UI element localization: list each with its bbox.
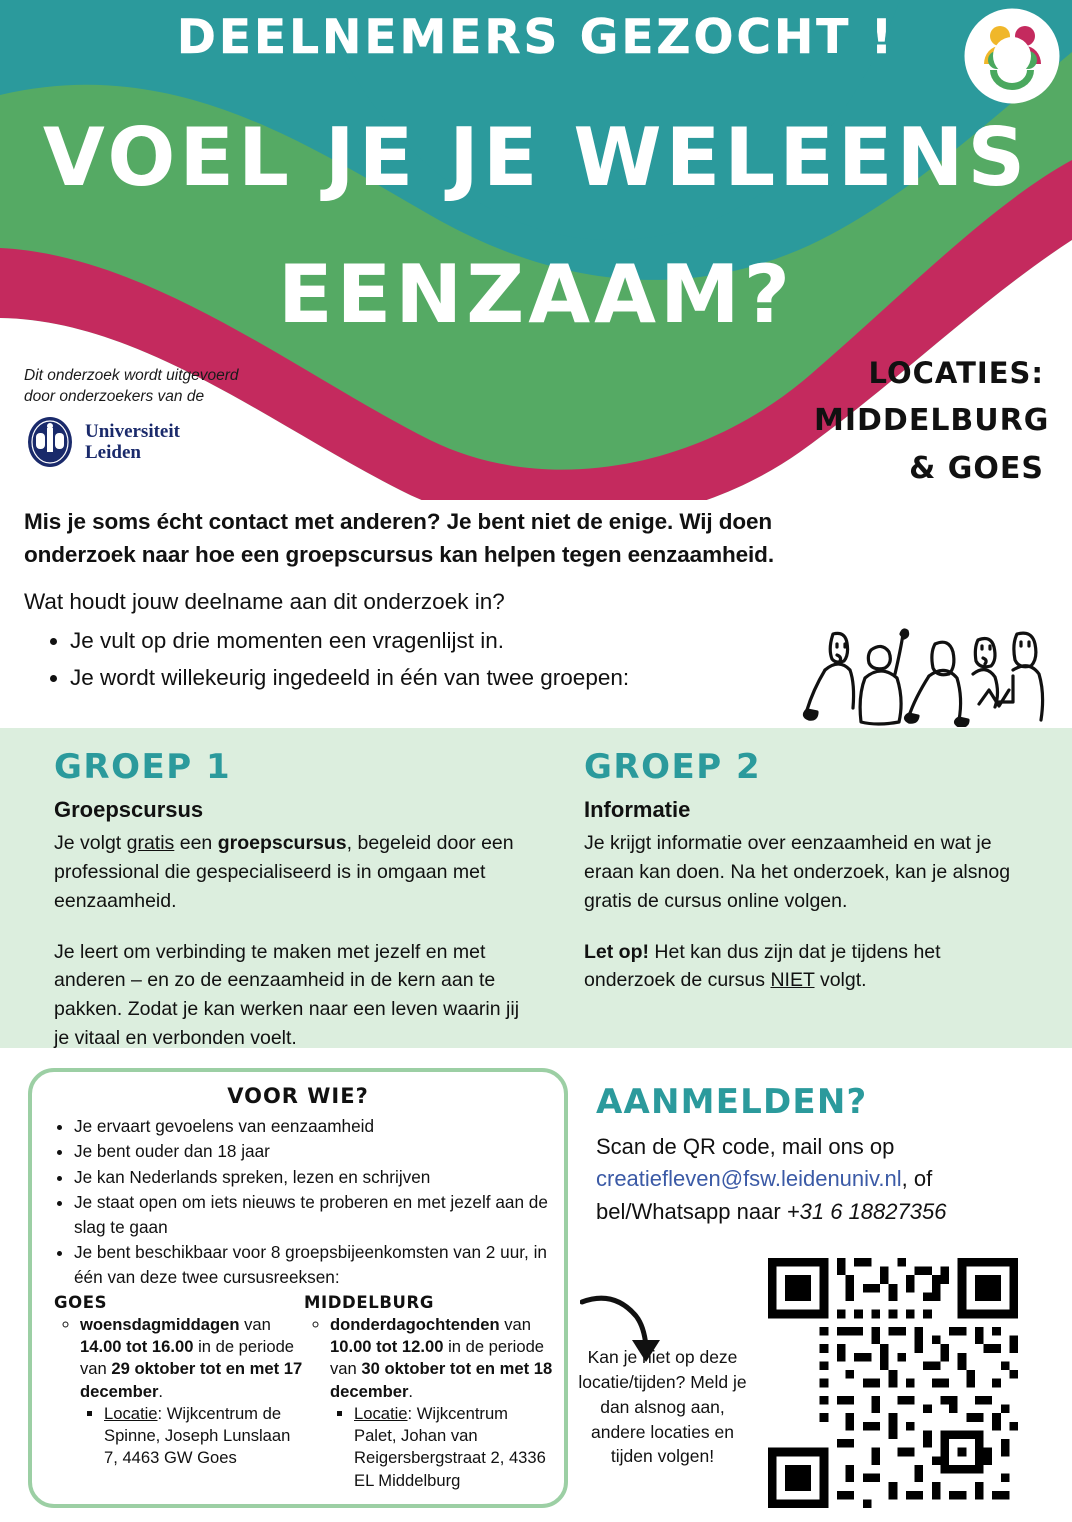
intro-question: Wat houdt jouw deelname aan dit onderzoek in?	[24, 588, 505, 614]
g2-p2-b: volgt.	[814, 969, 867, 992]
mb-end: .	[408, 1381, 414, 1401]
location-city-middelburg: MIDDELBURG	[814, 403, 1050, 438]
aanmelden-title: AANMELDEN?	[596, 1082, 868, 1122]
aanmelden-block	[596, 1082, 1056, 1228]
goes-day: woensdagmiddagen	[80, 1314, 240, 1334]
group-2-body	[584, 829, 1014, 995]
logo-face-disc	[993, 37, 1031, 75]
schedule-middelburg-location	[354, 1403, 554, 1492]
person5-arm	[999, 676, 1013, 702]
group-1-subtitle: Groepscursus	[54, 797, 204, 822]
person5-eyes	[1021, 642, 1029, 646]
person1-foot	[804, 710, 817, 719]
person1-leg	[807, 670, 825, 710]
g2-p2-a: Het kan dus zijn dat je tijdens het onderzoek de cursus	[584, 940, 941, 992]
g1-p1-a: Je volgt	[54, 832, 127, 854]
mb-mid2: in de periode van	[330, 1337, 545, 1379]
location-city-goes: & GOES	[909, 451, 1044, 486]
person5-body	[1013, 666, 1043, 720]
intro-bullet: • Je vult op drie momenten een vragenlijst in.	[70, 623, 964, 659]
voor-wie-title: VOOR WIE?	[227, 1084, 369, 1108]
person2-hand	[901, 630, 908, 638]
aanmelden-body	[596, 1131, 1056, 1228]
mb-day: donderdagochtenden	[330, 1314, 500, 1334]
groups-panel	[0, 728, 1072, 1048]
g2-p2-underline: NIET	[770, 969, 815, 992]
poster-kicker: DEELNEMERS GEZOCHT !	[176, 10, 896, 65]
goes-period: 29 oktober tot en met 17 december	[80, 1359, 303, 1401]
schedule-goes-entry	[80, 1314, 304, 1470]
logo-svg	[964, 8, 1060, 104]
schedule-middelburg	[304, 1293, 554, 1492]
arrow-curve	[582, 1298, 646, 1346]
contact-phone[interactable]: +31 6 18827356	[786, 1198, 947, 1224]
criteria-item: • Je bent ouder dan 18 jaar	[74, 1139, 564, 1163]
leiden-name-line1: Universiteit	[85, 420, 180, 442]
g1-p1-bold: groepscursus	[217, 832, 347, 854]
group-2-subtitle: Informatie	[584, 797, 691, 822]
aanmelden-line1: Scan de QR code, mail ons op	[596, 1134, 895, 1159]
group-1-body	[54, 829, 524, 1053]
schedule-middelburg-entry	[330, 1314, 554, 1492]
leiden-logo-row	[24, 416, 284, 468]
mb-period: 30 oktober tot en met 18 december	[330, 1359, 553, 1401]
person1-eyes	[837, 644, 845, 647]
locations-label: LOCATIES:	[868, 356, 1044, 390]
leiden-university-block	[24, 366, 284, 468]
intro-bullet: • Je wordt willekeurig ingedeeld in één van twee groepen:	[70, 660, 964, 696]
mb-location-value: : Wijkcentrum Palet, Johan van Reigersbergstraat 2, 4336 EL Middelburg	[354, 1403, 546, 1490]
voor-wie-box	[28, 1068, 568, 1508]
person2-head	[868, 646, 890, 668]
research-note	[24, 366, 284, 408]
alternative-locations-note: Kan je niet op deze locatie/tijden? Meld je dan alsnog aan, andere locaties en tijden volgen!	[578, 1347, 747, 1467]
qr-code-svg[interactable]	[768, 1258, 1018, 1508]
seal-shield-right	[55, 433, 64, 449]
mb-mid1: van	[499, 1314, 531, 1334]
criteria-item: • Je ervaart gevoelens van eenzaamheid	[74, 1114, 564, 1138]
g1-p1-b: een	[174, 832, 218, 854]
schedule-goes-list	[54, 1314, 304, 1470]
leiden-seal-icon	[24, 416, 76, 468]
group-faces-logo	[964, 8, 1060, 104]
group-2-block	[584, 747, 1014, 995]
criteria-item: • Je bent beschikbaar voor 8 groepsbijeenkomsten van 2 uur, in één van deze twee cursusreeksen:	[74, 1240, 564, 1289]
schedule-goes-location	[104, 1403, 304, 1470]
seal-figure	[47, 428, 53, 452]
group-1-paragraph-2: Je leert om verbinding te maken met jezelf en met anderen – en zo de eenzaamheid in de kern aan te pakken. Zodat je kan werken naar een leven waarin jij je vitaal en verbonden voelt.	[54, 940, 520, 1050]
seal-figure-head	[47, 423, 53, 429]
intro-lead	[24, 505, 964, 572]
criteria-item: • Je staat open om iets nieuws te proberen en met jezelf aan de slag te gaan	[74, 1190, 564, 1239]
g1-p1-c: , begeleid door een professional die gespecialiseerd is in omgaan met eenzaamheid.	[54, 832, 514, 912]
schedule-middelburg-list	[304, 1314, 554, 1492]
person2-arm-raised	[895, 634, 903, 674]
poster-title-line2: EENZAAM?	[277, 248, 795, 341]
schedule-goes-location-list	[80, 1403, 304, 1470]
goes-mid1: van	[239, 1314, 271, 1334]
research-note-line2: door onderzoekers van de	[24, 387, 205, 405]
person3-leg-left	[909, 676, 929, 716]
g1-p1-underline: gratis	[126, 832, 175, 854]
research-note-line1: Dit onderzoek wordt uitgevoerd	[24, 367, 239, 384]
group-2-title: GROEP 2	[584, 747, 762, 787]
schedule-goes	[54, 1293, 304, 1492]
person3-foot-left	[906, 714, 919, 722]
goes-location-label: Locatie	[104, 1403, 158, 1423]
intro-lead-line2: onderzoek naar hoe een groepscursus kan helpen tegen eenzaamheid.	[24, 542, 774, 568]
people-illustration-svg	[795, 622, 1065, 727]
mb-time: 10.00 tot 12.00	[330, 1337, 444, 1357]
qr-code[interactable]	[768, 1258, 1018, 1508]
mb-location-label: Locatie	[354, 1403, 408, 1423]
schedule-middelburg-location-list	[330, 1403, 554, 1492]
seal-shield-left	[36, 433, 45, 449]
goes-time: 14.00 tot 16.00	[80, 1337, 194, 1357]
schedule-city-middelburg: MIDDELBURG	[304, 1292, 434, 1312]
person4-body	[973, 670, 998, 707]
group-1-paragraph-1	[54, 829, 524, 916]
voor-wie-criteria-list	[32, 1114, 564, 1289]
person4-eyes	[982, 646, 990, 649]
g2-p2-bold: Let op!	[584, 940, 649, 963]
schedule-columns	[32, 1293, 564, 1492]
aanmelden-line3-prefix: bel/Whatsapp naar	[596, 1198, 787, 1224]
person5-head	[1014, 633, 1036, 667]
goes-end: .	[158, 1381, 164, 1401]
aanmelden-after-email: , of	[901, 1166, 933, 1192]
goes-mid2: in de periode van	[80, 1337, 295, 1379]
leiden-name-line2: Leiden	[85, 441, 141, 463]
locations-block	[814, 356, 1050, 486]
schedule-city-goes: GOES	[54, 1292, 108, 1312]
group-2-paragraph-2	[584, 938, 1014, 996]
person3-body	[929, 670, 961, 720]
person3-foot-right	[956, 718, 969, 726]
goes-location-value: : Wijkcentrum de Spinne, Joseph Lunslaan 7, 4463 GW Goes	[104, 1403, 291, 1468]
group-1-title: GROEP 1	[54, 747, 232, 787]
group-1-block	[54, 747, 524, 1053]
group-2-paragraph-1: Je krijgt informatie over eenzaamheid en wat je eraan kan doen. Na het onderzoek, kan je alsnog gratis de cursus online volgen.	[584, 832, 1011, 912]
leiden-university-name	[85, 421, 180, 464]
criteria-item: • Je kan Nederlands spreken, lezen en schrijven	[74, 1165, 564, 1189]
person4-mouth	[983, 658, 986, 664]
person1-mouth	[837, 655, 841, 661]
person1-body	[825, 664, 854, 708]
intro-lead-line1: Mis je soms écht contact met anderen? Je bent niet de enige. Wij doen	[24, 509, 773, 534]
person2-body	[860, 671, 901, 724]
contact-email[interactable]: creatiefleven@fsw.leidenuniv.nl	[596, 1166, 902, 1192]
poster-title-line1: VOEL JE JE WELEENS	[42, 111, 1030, 204]
group-of-people-illustration	[795, 622, 1065, 727]
